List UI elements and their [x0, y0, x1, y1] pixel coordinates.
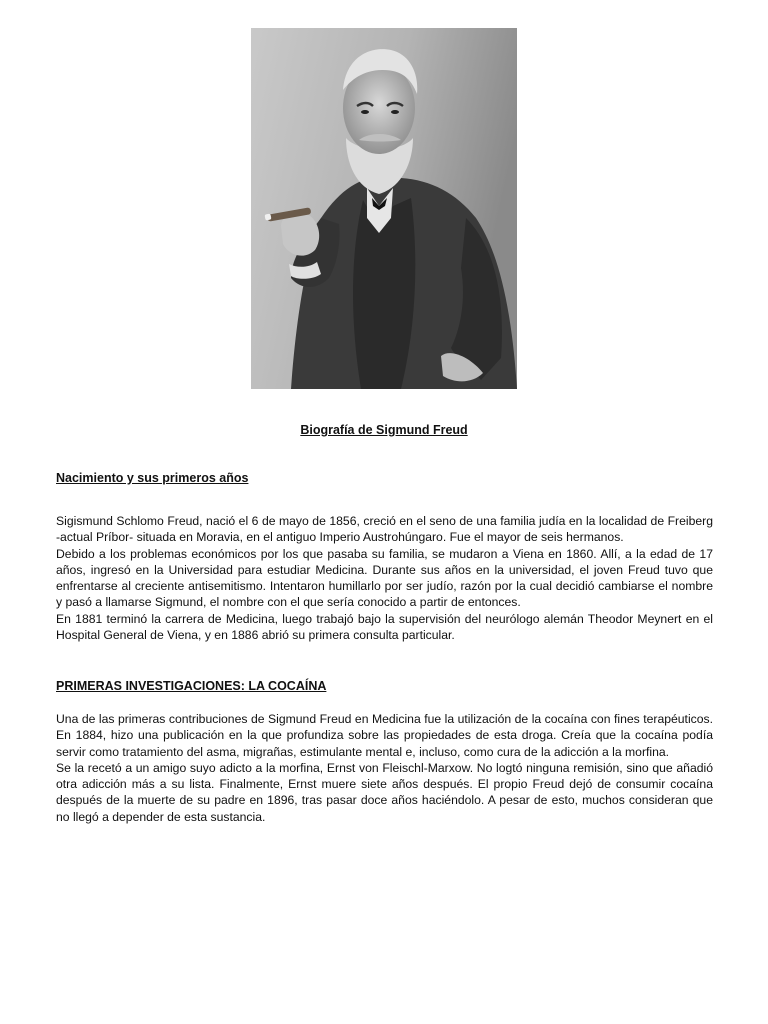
document-title: Biografía de Sigmund Freud — [300, 423, 468, 437]
paragraph: Se la recetó a un amigo suyo adicto a la morfina, Ernst von Fleischl-Marxow. No logtó ninguna remisión, sino que añadió otra adicción más a su lista. Finalmente, Ernst muere siete años después. El propio Freud dejó de consumir cocaína después de la muerte de su padre en 1896, tras pasar doce años haciéndolo. A pesar de esto, muchos consideran que no llegó a depender de esta sustancia. — [56, 760, 713, 824]
section-heading-cocaine: PRIMERAS INVESTIGACIONES: LA COCAÍNA — [56, 679, 327, 693]
paragraph: Debido a los problemas económicos por los que pasaba su familia, se mudaron a Viena en 1860. Allí, a la edad de 17 años, ingresó en la Universidad para estudiar Medicina. Durante sus años en la universidad, el joven Freud tuvo que enfrentarse al creciente antisemitismo. Intentaron humillarlo por ser judío, razón por la cual decidió cambiarse el nombre y pasó a llamarse Sigmund, el nombre con el que sería conocido a partir de entonces. — [56, 546, 713, 610]
portrait-photo — [251, 28, 517, 389]
section-body-early-years — [56, 513, 713, 643]
section-heading-early-years: Nacimiento y sus primeros años — [56, 471, 249, 485]
section-body-cocaine — [56, 711, 713, 825]
paragraph: Sigismund Schlomo Freud, nació el 6 de mayo de 1856, creció en el seno de una familia judía en la localidad de Freiberg -actual Príbor- situada en Moravia, en el antiguo Imperio Austrohúngaro. Fue el mayor de seis hermanos. — [56, 514, 713, 545]
paragraph: En 1881 terminó la carrera de Medicina, luego trabajó bajo la supervisión del neurólogo alemán Theodor Meynert en el Hospital General de Viena, y en 1886 abrió su primera consulta particular. — [56, 611, 713, 643]
paragraph: Una de las primeras contribuciones de Sigmund Freud en Medicina fue la utilización de la cocaína con fines terapéuticos. En 1884, hizo una publicación en la que profundiza sobre las propiedades de esta droga. Creía que la cocaína podía servir como tratamiento del asma, migrañas, estimulante mental e, incluso, como cura de la adicción a la morfina. — [56, 712, 713, 759]
